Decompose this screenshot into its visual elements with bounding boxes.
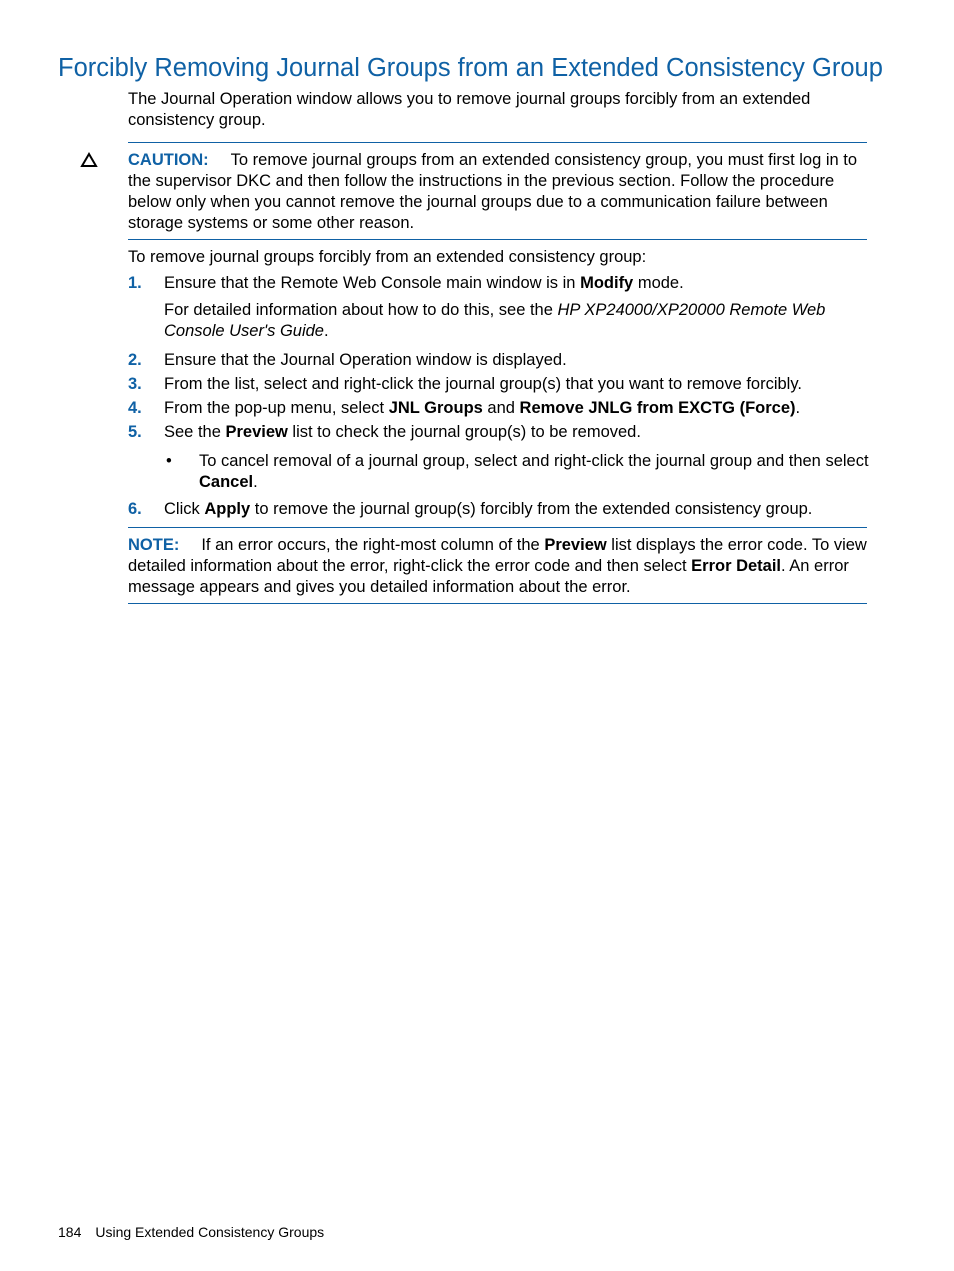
step-text-part: . <box>795 399 801 417</box>
step-text: From the list, select and right-click the journal group(s) that you want to remove forcibly. <box>164 375 802 393</box>
detail-text-part: For detailed information about how to do this, see the <box>164 301 558 319</box>
note-text-part: If an error occurs, the right-most column of the <box>201 536 545 554</box>
bullet-symbol: • <box>166 452 172 470</box>
step-text-part: See the <box>164 423 226 441</box>
procedure-lead-in: To remove journal groups forcibly from an extended consistency group: <box>128 248 647 266</box>
guide-title-reference: HP XP24000/XP20000 Remote Web Console User's Guide <box>164 301 826 340</box>
detail-text-part: . <box>323 322 329 340</box>
step-number: 6. <box>128 500 142 518</box>
step-number: 1. <box>128 274 142 292</box>
note-box <box>128 535 868 598</box>
bullet-text <box>199 451 869 493</box>
ui-term-apply: Apply <box>204 500 251 518</box>
bullet-text-part: To cancel removal of a journal group, select and right-click the journal group and then select <box>199 452 869 470</box>
step-number: 5. <box>128 423 142 441</box>
caution-triangle-icon <box>80 152 98 168</box>
step-number: 3. <box>128 375 142 393</box>
note-text-part: . An error message appears and gives you detailed information about the error. <box>128 557 849 596</box>
step-text <box>164 273 868 294</box>
note-label: NOTE: <box>128 536 180 554</box>
ui-term-remove-jnlg: Remove JNLG from EXCTG (Force) <box>519 399 796 417</box>
step-text <box>164 422 868 443</box>
step-text: Ensure that the Journal Operation window is displayed. <box>164 351 567 369</box>
step-number: 2. <box>128 351 142 369</box>
step-text-part: From the pop-up menu, select <box>164 399 389 417</box>
step-text-part: mode. <box>633 274 684 292</box>
step-text-part: to remove the journal group(s) forcibly from the extended consistency group. <box>250 500 813 518</box>
caution-top-rule <box>128 142 867 143</box>
step-1-detail <box>164 300 868 342</box>
step-text-part: Click <box>164 500 205 518</box>
bullet-text-part: . <box>253 473 258 491</box>
ui-term-jnl-groups: JNL Groups <box>388 399 483 417</box>
step-text <box>164 499 868 520</box>
step-text-part: Ensure that the Remote Web Console main window is in <box>164 274 581 292</box>
caution-bottom-rule <box>128 239 867 240</box>
note-top-rule <box>128 527 867 528</box>
step-text-part: and <box>482 399 520 417</box>
page-footer <box>58 1223 324 1241</box>
caution-text: To remove journal groups from an extended consistency group, you must first log in to the supervisor DKC and then follow the instructions in the previous section. Follow the procedure below only when you cannot remove the journal groups due to a communication failure between storage systems or some other reason. <box>128 151 858 232</box>
footer-section-title: Using Extended Consistency Groups <box>95 1224 325 1240</box>
ui-term-cancel: Cancel <box>199 473 254 491</box>
page-title: Forcibly Removing Journal Groups from an Extended Consistency Group <box>58 54 883 82</box>
ui-term-preview: Preview <box>544 536 607 554</box>
ui-term-modify: Modify <box>580 274 634 292</box>
note-bottom-rule <box>128 603 867 604</box>
step-text-part: list to check the journal group(s) to be removed. <box>287 423 641 441</box>
ui-term-preview: Preview <box>225 423 288 441</box>
step-text <box>164 398 868 419</box>
ui-term-error-detail: Error Detail <box>691 557 782 575</box>
page-number: 184 <box>58 1224 82 1240</box>
step-number: 4. <box>128 399 142 417</box>
caution-label: CAUTION: <box>128 151 209 169</box>
caution-box <box>128 150 868 234</box>
note-text-part: list displays the error code. To view detailed information about the error, right-click the error code and then select <box>128 536 867 575</box>
intro-paragraph: The Journal Operation window allows you to remove journal groups forcibly from an extended consistency group. <box>128 90 811 129</box>
